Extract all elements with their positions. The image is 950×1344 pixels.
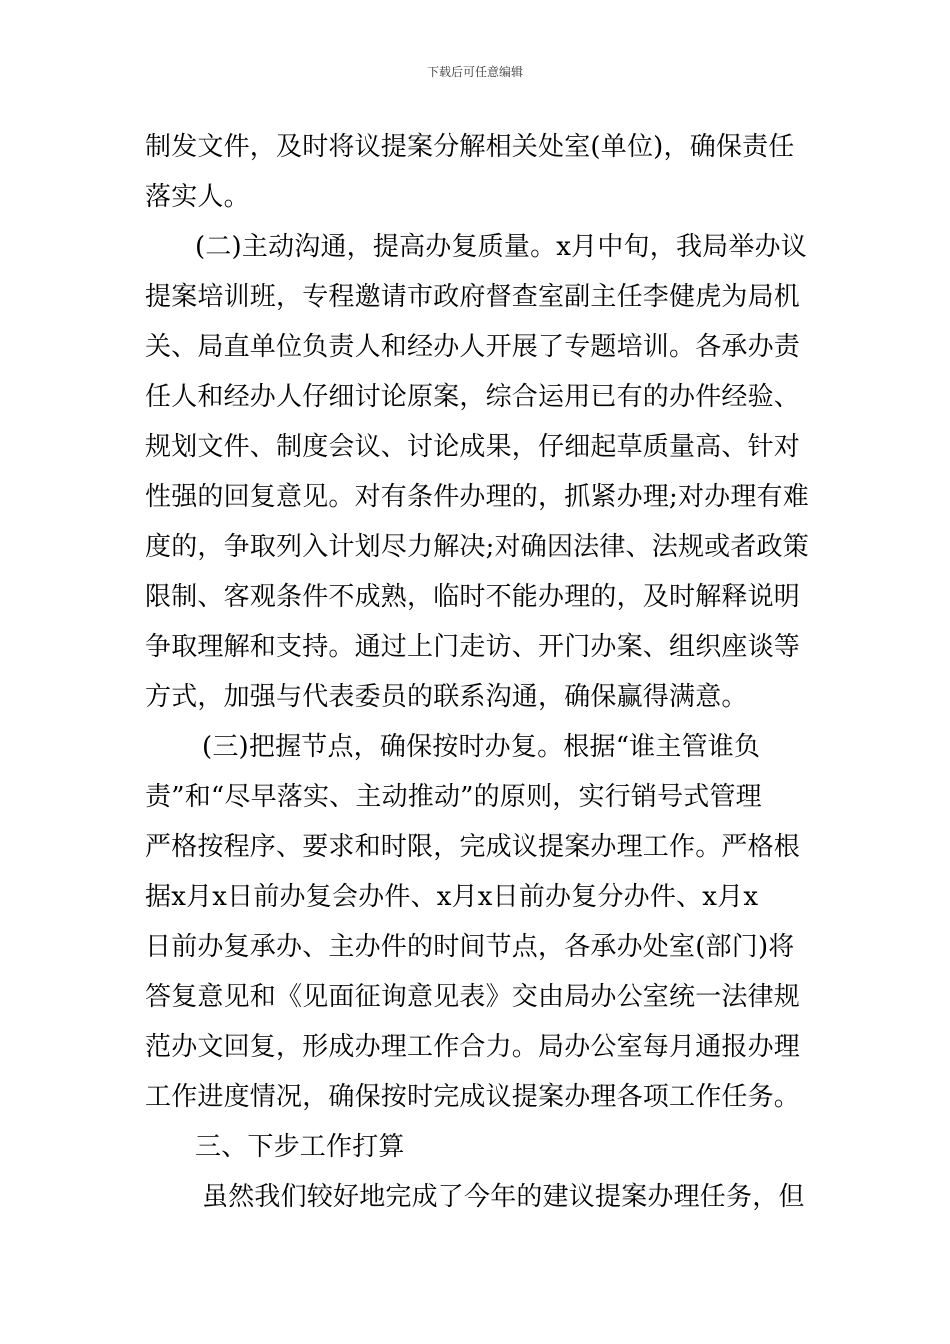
text-line: 度的，争取列入计划尽力解决;对确因法律、法规或者政策 [145, 532, 809, 562]
text-line: 提案培训班，专程邀请市政府督查室副主任李健虎为局机 [145, 282, 801, 312]
page-header: 下载后可任意编辑 [426, 65, 523, 79]
text-line: (二)主动沟通，提高办复质量。x月中旬，我局举办议 [195, 232, 807, 262]
text-line: 责”和“尽早落实、主动推动”的原则，实行销号式管理 [145, 782, 762, 812]
text-line: 制发文件，及时将议提案分解相关处室(单位)，确保责任 [145, 132, 795, 162]
text-line: 日前办复承办、主办件的时间节点，各承办处室(部门)将 [145, 932, 795, 962]
text-line: 规划文件、制度会议、讨论成果，仔细起草质量高、针对 [145, 432, 801, 462]
text-line: 关、局直单位负责人和经办人开展了专题培训。各承办责 [145, 332, 801, 362]
text-line: 争取理解和支持。通过上门走访、开门办案、组织座谈等 [145, 632, 801, 662]
text-line: (三)把握节点，确保按时办复。根据“谁主管谁负 [202, 732, 761, 762]
text-line: 任人和经办人仔细讨论原案，综合运用已有的办件经验、 [145, 382, 801, 412]
text-line: 方式，加强与代表委员的联系沟通，确保赢得满意。 [145, 682, 748, 712]
text-line: 严格按程序、要求和时限，完成议提案办理工作。严格根 [145, 832, 801, 862]
text-line: 范办文回复，形成办理工作合力。局办公室每月通报办理 [145, 1032, 801, 1062]
text-line: 限制、客观条件不成熟，临时不能办理的，及时解释说明 [145, 582, 801, 612]
text-line: 虽然我们较好地完成了今年的建议提案办理任务，但 [202, 1182, 805, 1212]
text-line: 答复意见和《见面征询意见表》交由局办公室统一法律规 [145, 982, 801, 1012]
text-line: 据x月x日前办复会办件、x月x日前办复分办件、x月x [145, 882, 759, 912]
section-heading: 三、下步工作打算 [195, 1132, 405, 1162]
text-line: 工作进度情况，确保按时完成议提案办理各项工作任务。 [145, 1082, 801, 1112]
text-line: 落实人。 [145, 182, 250, 212]
text-line: 性强的回复意见。对有条件办理的，抓紧办理;对办理有难 [145, 482, 809, 512]
